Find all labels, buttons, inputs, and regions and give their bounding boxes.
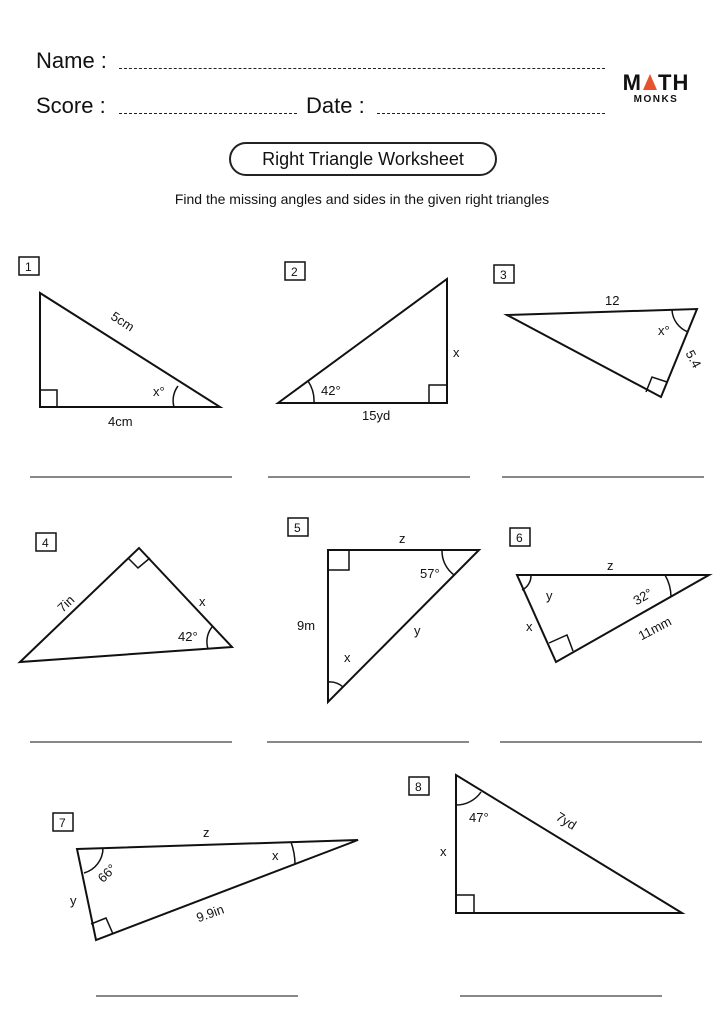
problem-number: 6 <box>516 531 523 545</box>
math-monks-logo: M TH MONKS <box>622 70 690 105</box>
side-label: z <box>203 825 210 840</box>
angle-label: y <box>546 588 553 603</box>
side-label: 11mm <box>635 613 674 644</box>
angle-label: 47° <box>469 810 489 825</box>
hypotenuse-label: 5cm <box>108 308 138 335</box>
problem-8 <box>409 775 682 996</box>
problem-number: 7 <box>59 816 66 830</box>
angle-label: x° <box>153 384 165 399</box>
angle-arc <box>442 550 454 575</box>
right-angle-mark <box>549 635 573 651</box>
right-angle-mark <box>128 558 150 568</box>
score-label: Score : <box>36 93 106 118</box>
side-label: z <box>399 531 406 546</box>
angle-arc <box>173 386 178 407</box>
base-label: 15yd <box>362 408 391 423</box>
angle-arc <box>672 310 688 332</box>
side-label: y <box>414 623 421 638</box>
side-label: z <box>607 558 614 573</box>
problem-7 <box>53 813 358 996</box>
top-side-label: 12 <box>605 293 620 308</box>
side-label: x <box>453 345 460 360</box>
angle-label: x° <box>658 323 670 338</box>
right-angle-mark <box>456 895 474 913</box>
angle-arc <box>308 381 314 403</box>
triangle <box>278 279 447 403</box>
problem-number: 1 <box>25 260 32 274</box>
problem-number: 8 <box>415 780 422 794</box>
angle-arc <box>665 575 671 597</box>
angle-label: 42° <box>178 629 198 644</box>
angle-label: 32° <box>630 585 656 609</box>
side-label: x <box>199 594 206 609</box>
right-angle-mark <box>328 550 349 570</box>
triangle <box>328 550 479 702</box>
problem-number: 5 <box>294 521 301 535</box>
side-label: x <box>526 619 533 634</box>
right-angle-mark <box>429 385 447 403</box>
angle-label: x <box>272 848 279 863</box>
angle-arc <box>207 627 212 649</box>
triangle <box>40 293 220 407</box>
problem-number: 2 <box>291 265 298 279</box>
problem-2 <box>268 262 470 477</box>
problem-number: 3 <box>500 268 507 282</box>
problem-3 <box>494 265 704 477</box>
angle-label: 66° <box>94 860 120 886</box>
angle-arc <box>291 842 295 864</box>
hypotenuse-label: 7yd <box>553 808 580 833</box>
triangle <box>456 775 682 913</box>
angle-arc <box>456 792 481 805</box>
right-angle-mark <box>40 390 57 407</box>
hypotenuse-label: 9.9in <box>194 901 226 926</box>
problem-4 <box>20 533 232 742</box>
angle-label: 57° <box>420 566 440 581</box>
name-label: Name : <box>36 48 107 73</box>
triangle <box>77 840 358 940</box>
side-label: 7in <box>54 592 78 616</box>
problem-1 <box>19 257 232 477</box>
instructions: Find the missing angles and sides in the given right triangles <box>174 191 550 207</box>
problem-number: 4 <box>42 536 49 550</box>
angle-label: 42° <box>321 383 341 398</box>
side-label: 5.4 <box>682 347 705 371</box>
angle-label: x <box>344 650 351 665</box>
side-label: 9m <box>297 618 316 633</box>
side-label: x <box>440 844 447 859</box>
problem-6 <box>500 528 709 742</box>
base-label: 4cm <box>108 414 133 429</box>
worksheet-title: Right Triangle Worksheet <box>229 142 497 176</box>
angle-arc <box>328 682 343 687</box>
side-label: y <box>70 893 77 908</box>
date-label: Date : <box>306 93 365 118</box>
